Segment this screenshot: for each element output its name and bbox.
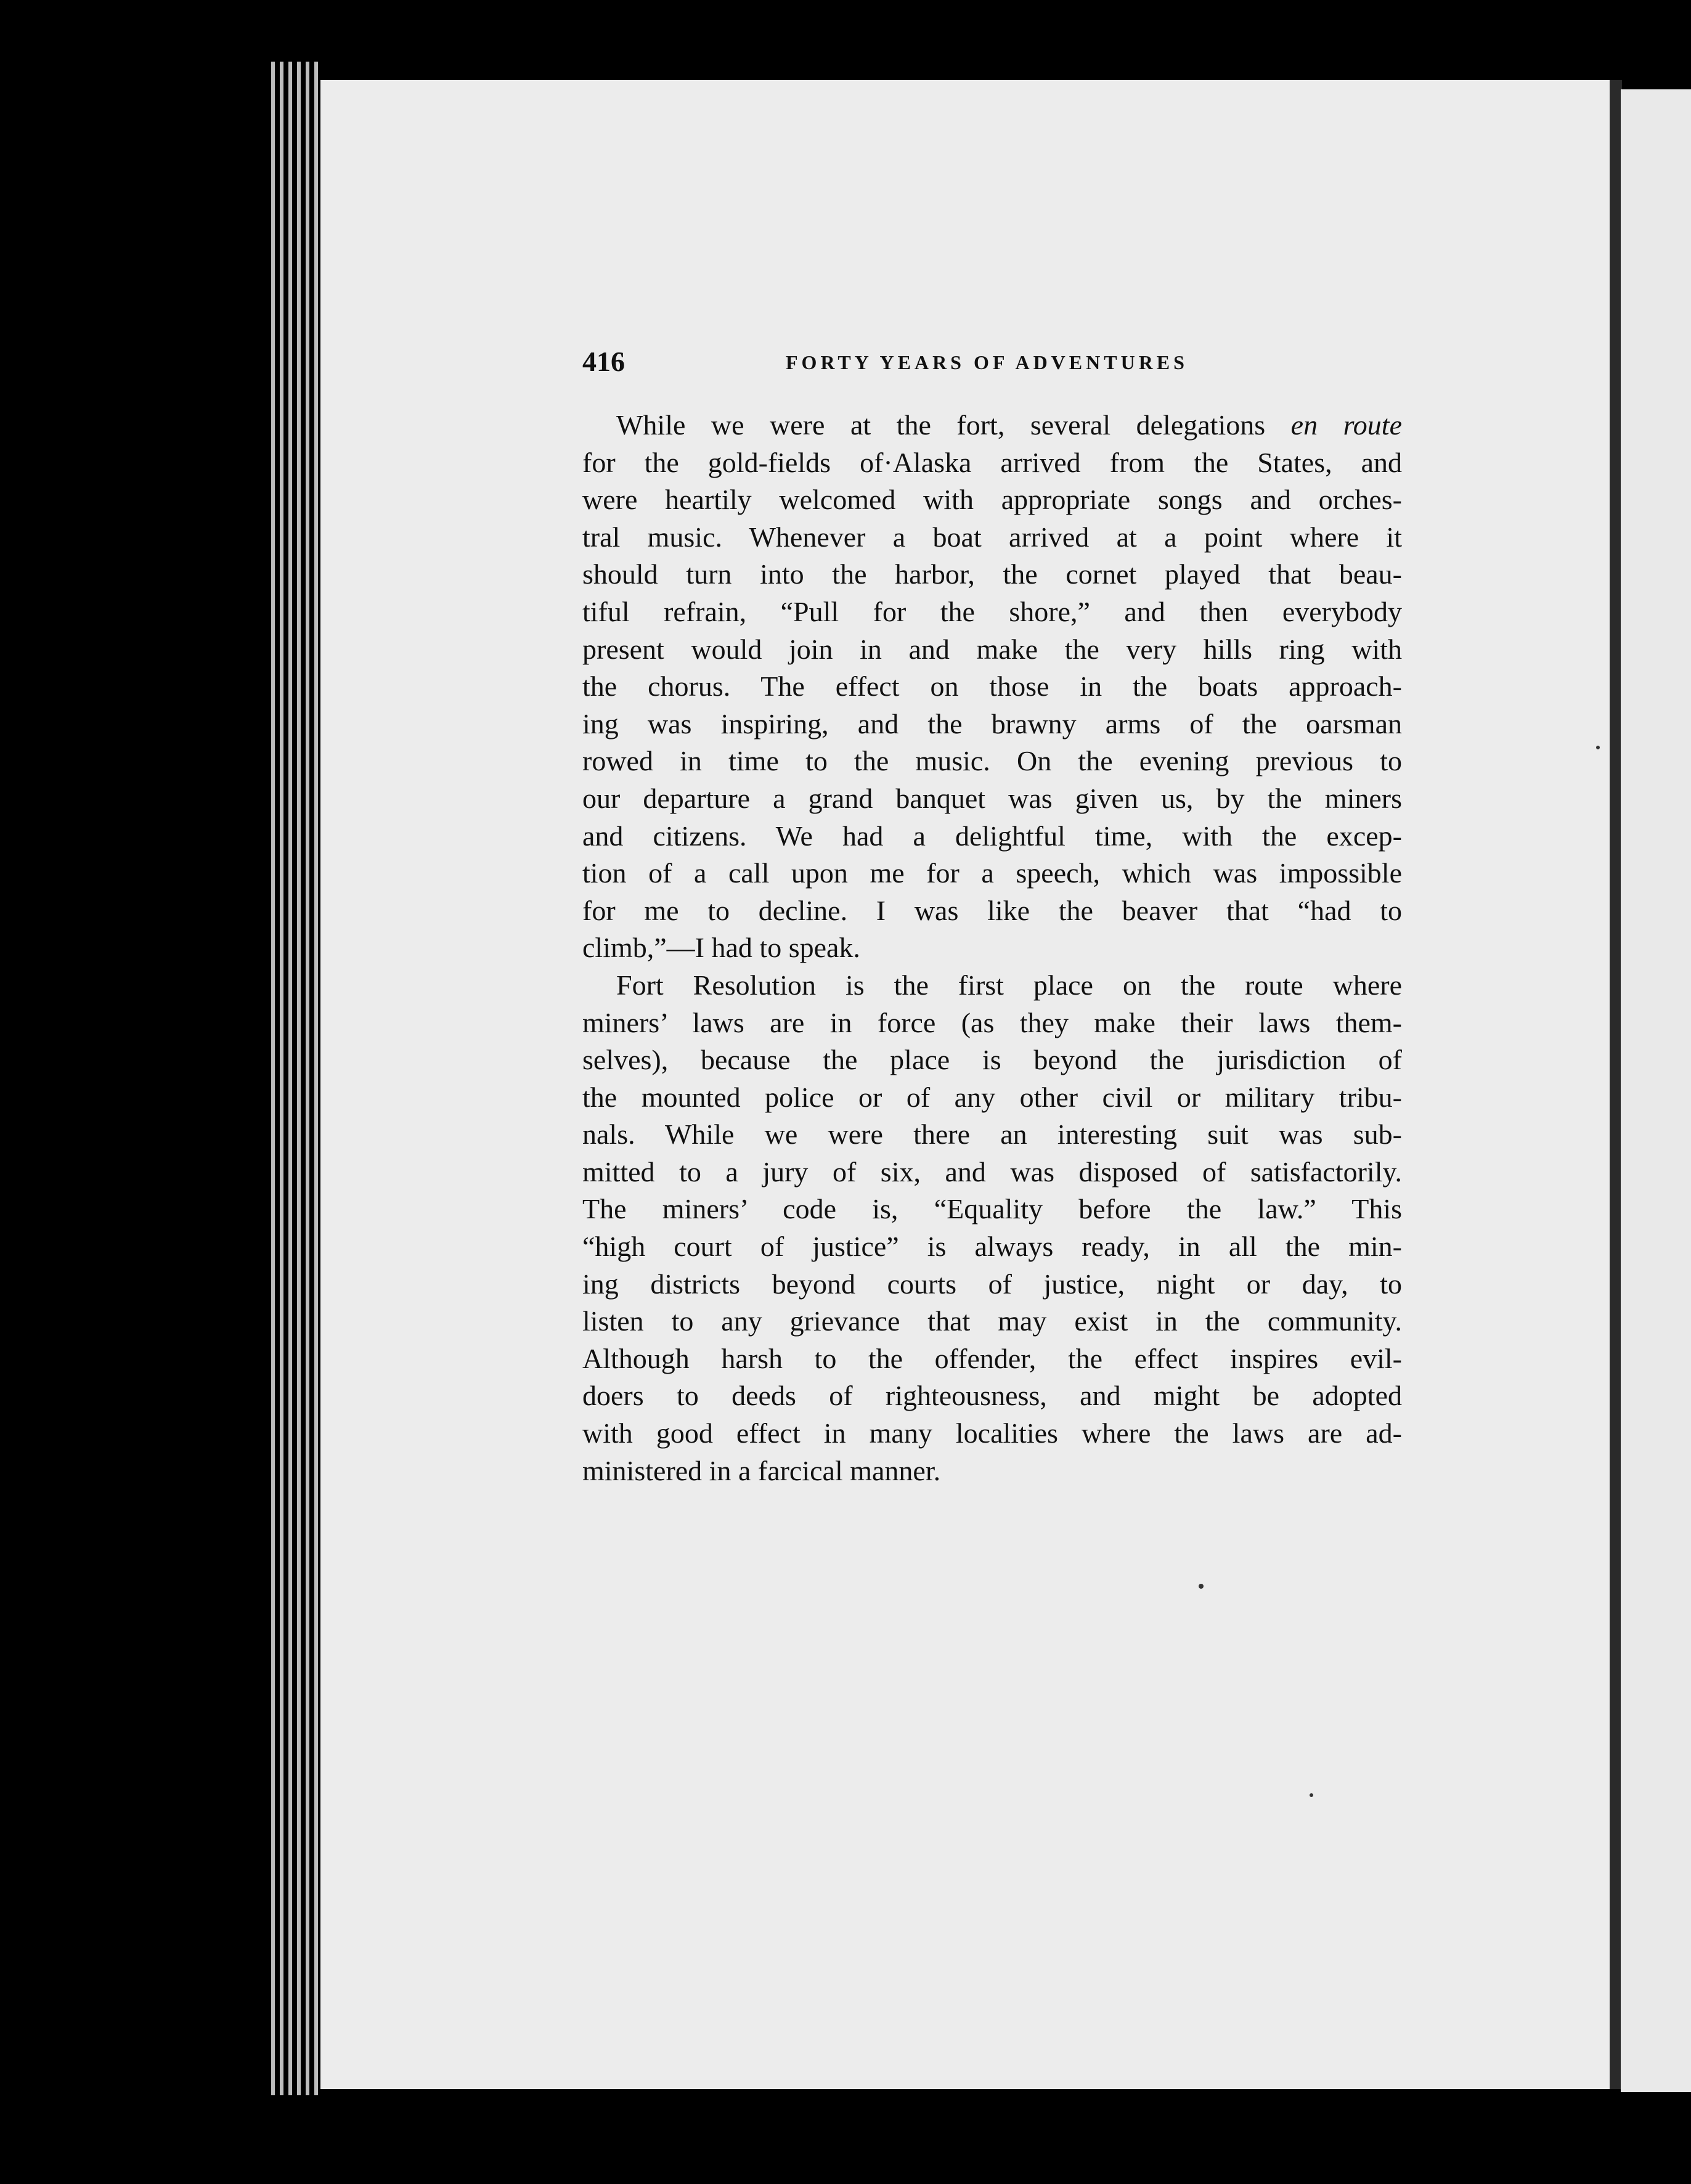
paragraph bbox=[582, 967, 1402, 1489]
text-line: ing was inspiring, and the brawny arms of the oarsman bbox=[582, 707, 1402, 740]
text-line: Although harsh to the offender, the effect inspires evil- bbox=[582, 1342, 1402, 1374]
scan-speck bbox=[1310, 1793, 1313, 1797]
text-line: rowed in time to the music. On the evening previous to bbox=[582, 745, 1402, 777]
text-line: “high court of justice” is always ready, in all the min- bbox=[582, 1231, 1402, 1263]
text-line: selves), because the place is beyond the jurisdiction of bbox=[582, 1044, 1402, 1076]
text-line: for me to decline. I was like the beaver that “had to bbox=[582, 894, 1402, 926]
page-header bbox=[582, 345, 1402, 382]
page-number: 416 bbox=[582, 346, 625, 377]
text-line: and citizens. We had a delightful time, with the excep- bbox=[582, 820, 1402, 852]
text-line: miners’ laws are in force (as they make their laws them- bbox=[582, 1006, 1402, 1038]
text-line: tiful refrain, “Pull for the shore,” and then everybody bbox=[582, 595, 1402, 627]
paragraph bbox=[582, 407, 1402, 967]
text-line: ministered in a farcical manner. bbox=[582, 1454, 941, 1486]
text-line: climb,”—I had to speak. bbox=[582, 932, 860, 964]
text-line: should turn into the harbor, the cornet played that beau- bbox=[582, 558, 1402, 590]
text-line: tral music. Whenever a boat arrived at a point where it bbox=[582, 521, 1402, 553]
text-line: mitted to a jury of six, and was disposed of satisfactorily. bbox=[582, 1155, 1402, 1188]
text-line: our departure a grand banquet was given us, by the miners bbox=[582, 782, 1402, 814]
text-line: While we were at the fort, several delegations en route bbox=[616, 409, 1402, 441]
text-line: doers to deeds of righteousness, and might be adopted bbox=[582, 1380, 1402, 1412]
text-line: for the gold-fields of·Alaska arrived from the States, and bbox=[582, 446, 1402, 478]
body-text bbox=[582, 407, 1402, 1489]
book-gutter bbox=[1610, 80, 1622, 2089]
page-edges bbox=[271, 62, 320, 2095]
text-line: the chorus. The effect on those in the boats approach- bbox=[582, 670, 1402, 703]
text-line: were heartily welcomed with appropriate songs and orches- bbox=[582, 484, 1402, 516]
facing-page bbox=[1621, 89, 1691, 2092]
text-line: with good effect in many localities where the laws are ad- bbox=[582, 1417, 1402, 1449]
text-line: ing districts beyond courts of justice, night or day, to bbox=[582, 1268, 1402, 1300]
text-line: tion of a call upon me for a speech, which was impossible bbox=[582, 857, 1402, 889]
text-line: nals. While we were there an interesting suit was sub- bbox=[582, 1118, 1402, 1151]
scan-speck bbox=[1596, 746, 1600, 749]
text-line: The miners’ code is, “Equality before the law.” This bbox=[582, 1193, 1402, 1225]
text-line: Fort Resolution is the first place on the route where bbox=[616, 969, 1402, 1001]
scan-speck bbox=[1199, 1584, 1204, 1589]
text-line: the mounted police or of any other civil or military tribu- bbox=[582, 1081, 1402, 1113]
text-line: listen to any grievance that may exist in the community. bbox=[582, 1305, 1402, 1337]
running-head: FORTY YEARS OF ADVENTURES bbox=[786, 351, 1188, 373]
text-line: present would join in and make the very hills ring with bbox=[582, 633, 1402, 665]
italic-phrase: en route bbox=[1290, 409, 1402, 441]
